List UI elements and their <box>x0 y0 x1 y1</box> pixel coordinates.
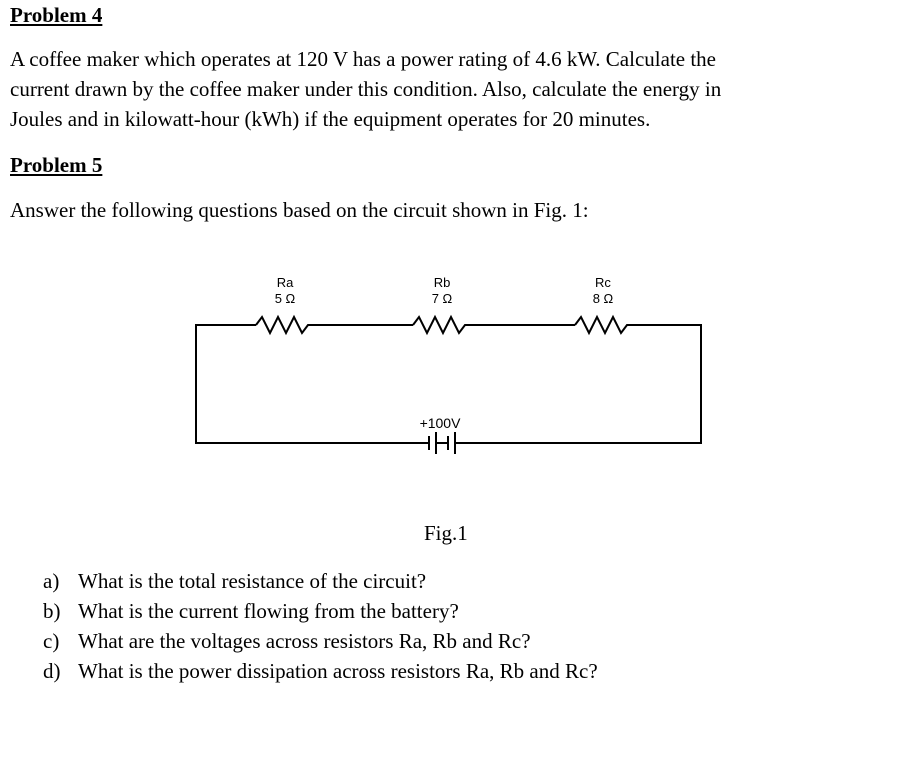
figure-caption: Fig.1 <box>424 521 468 545</box>
problem-4-heading: Problem 4 <box>10 3 103 27</box>
problem-4-line-1: A coffee maker which operates at 120 V has a power rating of 4.6 kW. Calculate the <box>10 47 717 71</box>
question-list <box>43 566 598 686</box>
problem-4-line-3: Joules and in kilowatt-hour (kWh) if the equipment operates for 20 minutes. <box>10 107 651 131</box>
resistor-ra-name: Ra <box>276 275 294 290</box>
question-letter: b) <box>43 599 61 623</box>
question-letter: d) <box>43 659 61 683</box>
question-b <box>43 596 598 626</box>
wire-left <box>196 325 423 443</box>
question-text: What is the current flowing from the battery? <box>78 599 459 623</box>
question-a <box>43 566 598 596</box>
question-d <box>43 656 598 686</box>
question-letter: c) <box>43 629 60 653</box>
problem-5-heading: Problem 5 <box>10 153 103 177</box>
resistor-rc-symbol <box>575 317 632 333</box>
resistor-ra-value: 5 Ω <box>274 291 296 306</box>
resistor-rc-value: 8 Ω <box>592 291 614 306</box>
question-c <box>43 626 598 656</box>
question-text: What are the voltages across resistors Ra, Rb and Rc? <box>78 629 531 653</box>
problem-5-intro: Answer the following questions based on the circuit shown in Fig. 1: <box>10 198 589 222</box>
resistor-rc-name: Rc <box>595 275 611 290</box>
resistor-ra-symbol <box>256 317 313 333</box>
resistor-rb-name: Rb <box>433 275 451 290</box>
wire-right <box>462 325 701 443</box>
battery-symbol <box>423 432 462 454</box>
question-letter: a) <box>43 569 60 593</box>
resistor-rb-value: 7 Ω <box>431 291 453 306</box>
resistor-rb-symbol <box>413 317 470 333</box>
question-text: What is the total resistance of the circuit? <box>78 569 427 593</box>
question-text: What is the power dissipation across resistors Ra, Rb and Rc? <box>78 659 598 683</box>
problem-4-line-2: current drawn by the coffee maker under this condition. Also, calculate the energy in <box>10 77 722 101</box>
battery-label: +100V <box>419 415 461 431</box>
